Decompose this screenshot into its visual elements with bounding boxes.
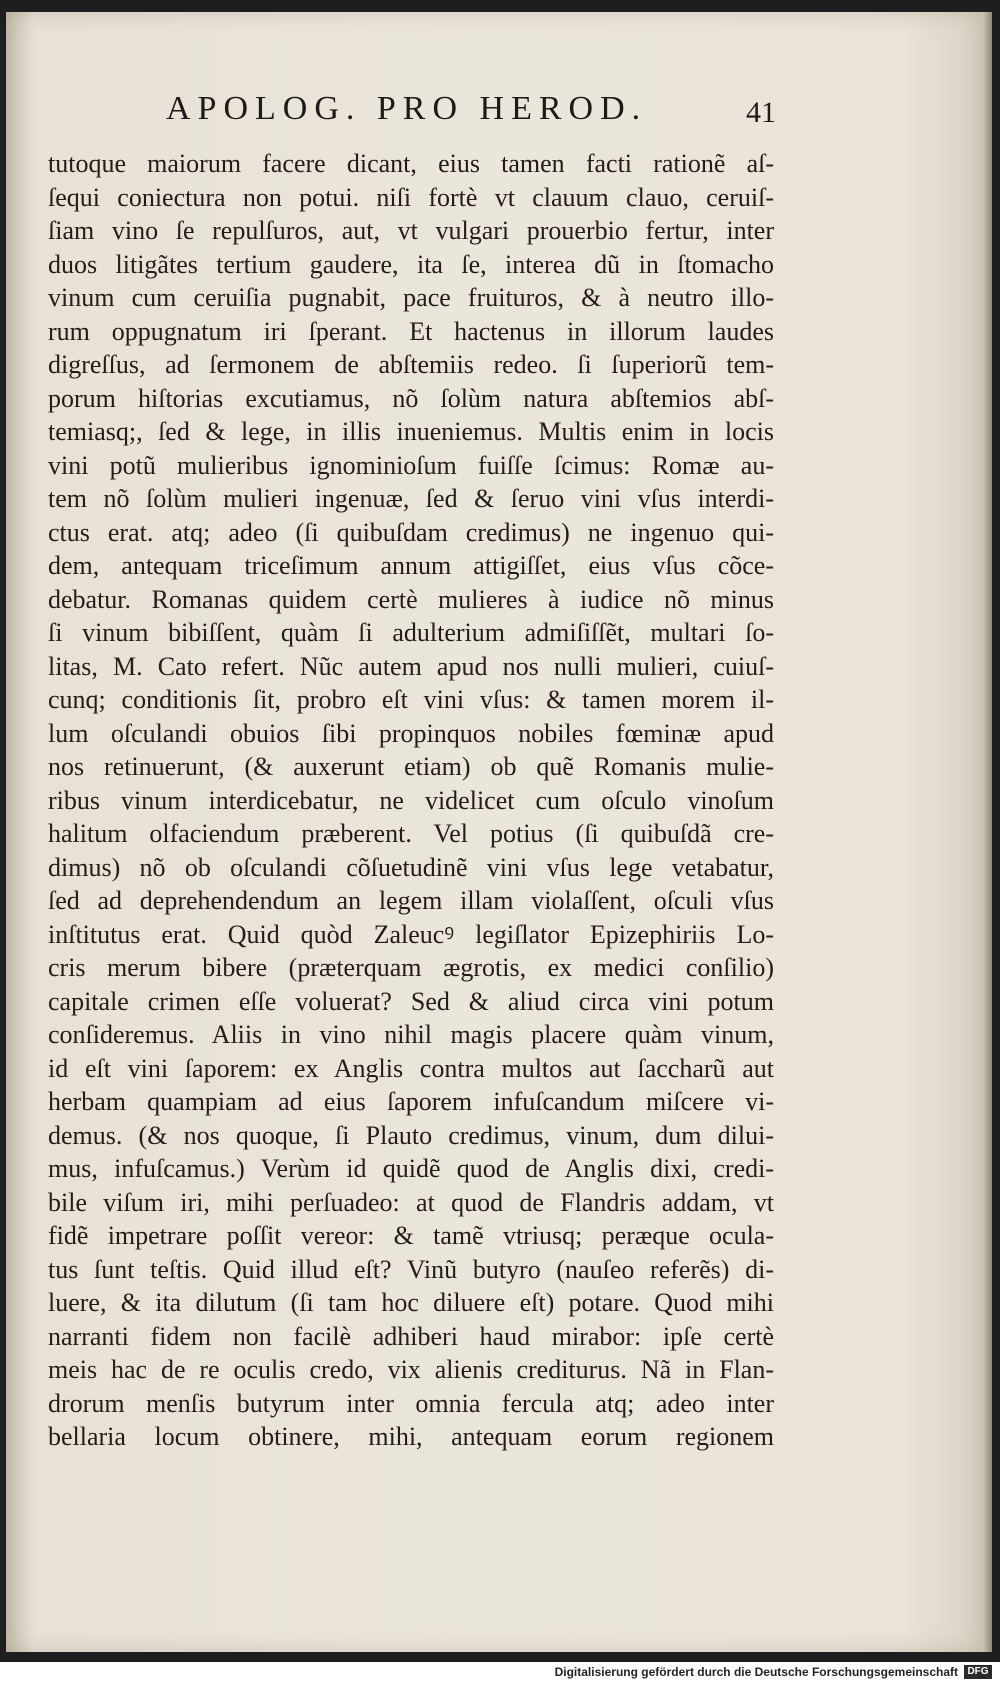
- text-line: ſiam vino ſe repulſuros, aut, vt vulgari prouerbio fertur, inter: [48, 216, 774, 245]
- text-line: ſequi coniectura non potui. niſi fortè vt clauum clauo, ceruiſ-: [48, 182, 774, 212]
- text-line: litas, M. Cato refert. Nũc autem apud nos nulli mulieri, cuiuſ-: [48, 651, 774, 681]
- text-line: temiasq;, ſed & lege, in illis inueniemus. Multis enim in locis: [48, 417, 774, 446]
- text-line: ribus vinum interdicebatur, ne videlicet cum oſculo vinoſum: [48, 785, 774, 815]
- footer-credit: Digitalisierung gefördert durch die Deutsche Forschungsgemeinschaft: [554, 1665, 958, 1679]
- text-line: luere, & ita dilutum (ſi tam hoc diluere eſt) potare. Quod mihi: [48, 1288, 774, 1317]
- text-line: dem, antequam triceſimum annum attigiſſet, eius vſus cõce-: [48, 551, 774, 580]
- text-line: bellaria locum obtinere, mihi, antequam eorum regionem: [48, 1422, 774, 1451]
- text-line: capitale crimen eſſe voluerat? Sed & aliud circa vini potum: [48, 986, 774, 1016]
- footer: [0, 1662, 1000, 1684]
- text-line: demus. (& nos quoque, ſi Plauto credimus, vinum, dum dilui-: [48, 1120, 774, 1150]
- text-line: narranti fidem non facilè adhiberi haud mirabor: ipſe certè: [48, 1321, 774, 1351]
- book-page: [6, 12, 982, 1652]
- text-line: ſed ad deprehendendum an legem illam violaſſent, oſculi vſus: [48, 886, 774, 915]
- running-head: APOLOG. PRO HEROD.: [166, 90, 648, 127]
- text-line: rum oppugnatum iri ſperant. Et hactenus in illorum laudes: [48, 316, 774, 346]
- text-line: fidẽ impetrare poſſit vereor: & tamẽ vtriusq; peræque ocula-: [48, 1221, 774, 1250]
- text-line: conſideremus. Aliis in vino nihil magis placere quàm vinum,: [48, 1020, 774, 1049]
- text-line: cunq; conditionis ſit, probro eſt vini vſus: & tamen morem il-: [48, 685, 774, 714]
- text-line: tus ſunt teſtis. Quid illud eſt? Vinũ butyro (nauſeo referẽs) di-: [48, 1254, 774, 1284]
- text-line: lum oſculandi obuios ſibi propinquos nobiles fœminæ apud: [48, 718, 774, 748]
- text-line: halitum olfaciendum præberent. Vel potius (ſi quibuſdã cre-: [48, 819, 774, 848]
- page-edge: [982, 12, 992, 1652]
- text-line: dimus) nõ ob oſculandi cõſuetudinẽ vini vſus lege vetabatur,: [48, 852, 774, 882]
- text-line: vini potũ mulieribus ignominioſum fuiſſe ſcimus: Romæ au-: [48, 450, 774, 480]
- text-line: ſi vinum bibiſſent, quàm ſi adulterium admiſiſſẽt, multari ſo-: [48, 618, 774, 647]
- text-line: meis hac de re oculis credo, vix alienis crediturus. Nã in Flan-: [48, 1355, 774, 1384]
- text-line: tem nõ ſolùm mulieri ingenuæ, ſed & ſeruo vini vſus interdi-: [48, 484, 774, 513]
- text-line: cris merum bibere (præterquam ægrotis, ex medici conſilio): [48, 953, 774, 982]
- text-line: herbam quampiam ad eius ſaporem infuſcandum miſcere vi-: [48, 1087, 774, 1116]
- text-line: tutoque maiorum facere dicant, eius tamen facti rationẽ aſ-: [48, 149, 774, 178]
- text-line: duos litigãtes tertium gaudere, ita ſe, interea dũ in ſtomacho: [48, 249, 774, 279]
- text-line: digreſſus, ad ſermonem de abſtemiis redeo. ſi ſuperiorũ tem-: [48, 350, 774, 379]
- text-line: nos retinuerunt, (& auxerunt etiam) ob quẽ Romanis mulie-: [48, 752, 774, 781]
- dfg-logo: DFG: [964, 1665, 992, 1679]
- text-line: vinum cum ceruiſia pugnabit, pace fruituros, & à neutro illo-: [48, 283, 774, 312]
- text-line: drorum menſis butyrum inter omnia fercula atq; adeo inter: [48, 1388, 774, 1418]
- text-line: debatur. Romanas quidem certè mulieres à iudice nõ minus: [48, 584, 774, 614]
- page-number: 41: [746, 96, 776, 129]
- text-block: [48, 147, 774, 1454]
- text-line: mus, infuſcamus.) Verùm id quidẽ quod de Anglis dixi, credi-: [48, 1154, 774, 1183]
- text-line: bile viſum iri, mihi perſuadeo: at quod de Flandris addam, vt: [48, 1187, 774, 1217]
- text-line: porum hiſtorias excutiamus, nõ ſolùm natura abſtemios abſ-: [48, 383, 774, 413]
- text-line: ctus erat. atq; adeo (ſi quibuſdam credimus) ne ingenuo qui-: [48, 517, 774, 547]
- text-line: inſtitutus erat. Quid quòd Zaleucꝰ legiſlator Epizephiriis Lo-: [48, 919, 774, 949]
- text-line: id eſt vini ſaporem: ex Anglis contra multos aut ſaccharũ aut: [48, 1053, 774, 1083]
